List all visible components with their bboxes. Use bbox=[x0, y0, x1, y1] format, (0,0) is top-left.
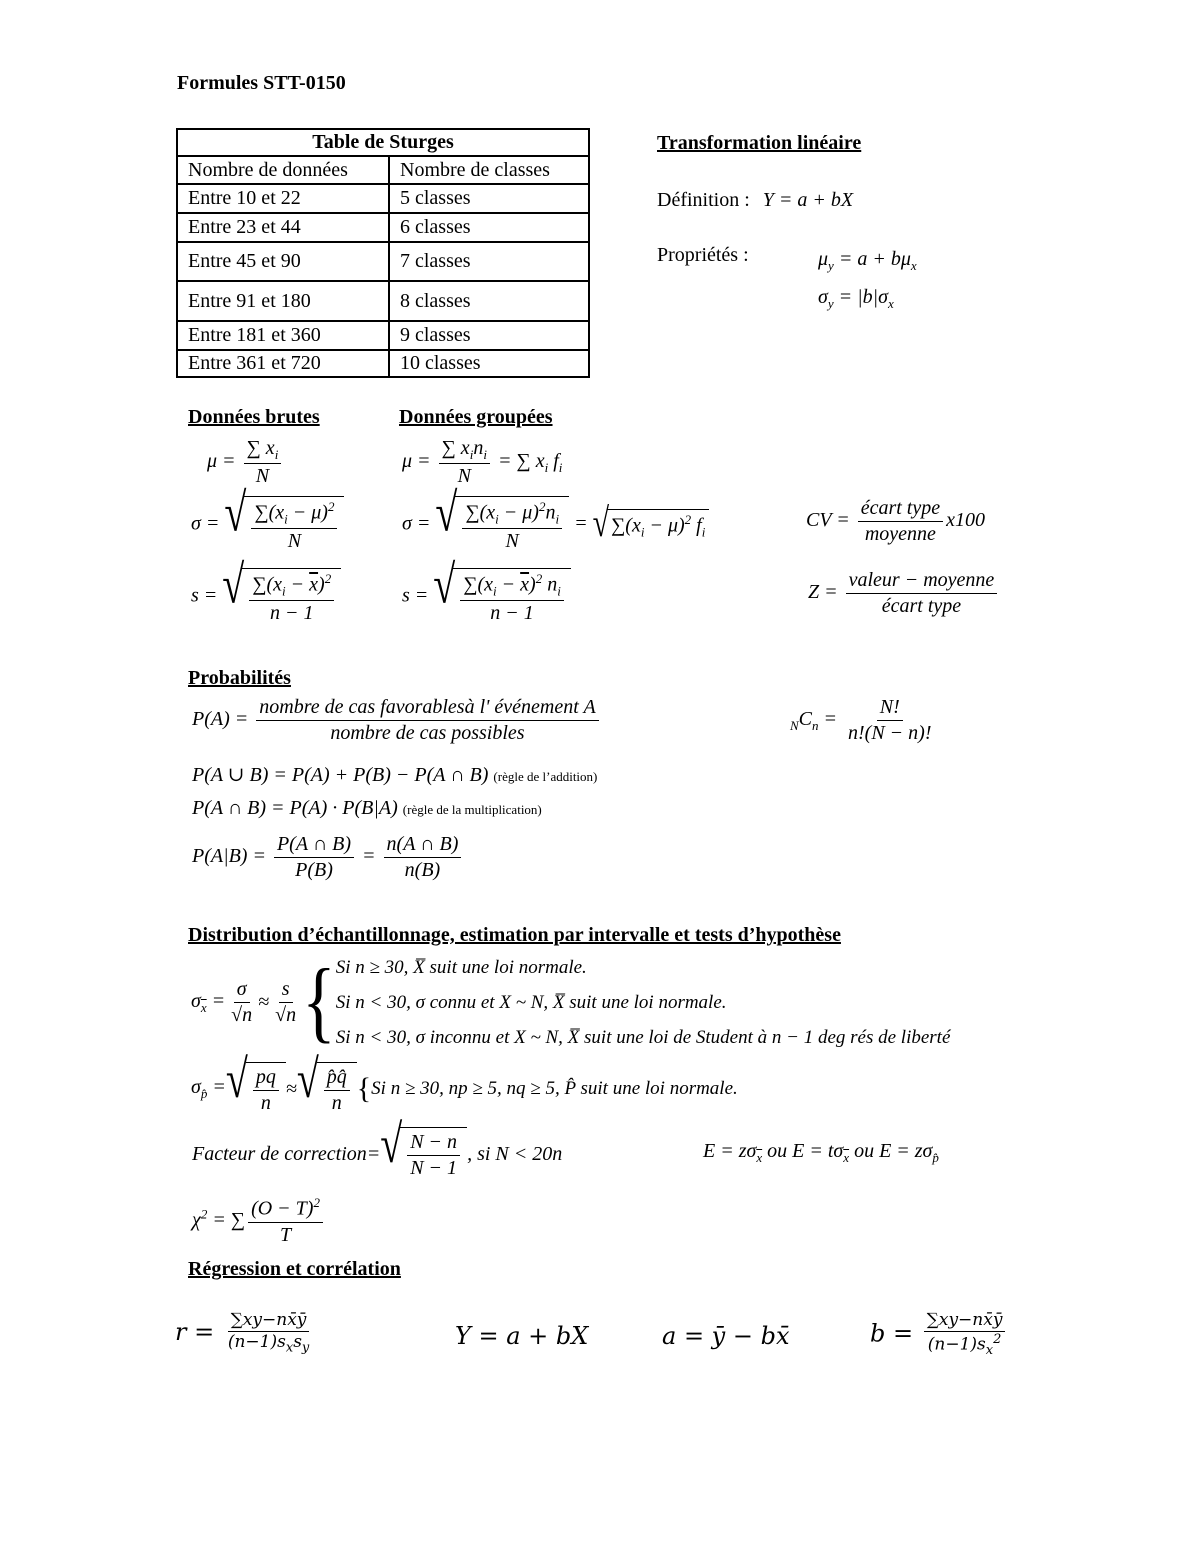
formula-sigma-phat: $\sigma_{p̂}$ = √ $\frac{pq}{n}$ ≈ √ $\frac{p̂q̂}{n}$ { Si n ≥ 30, np ≥ 5, nq ≥ 5, P̂ suit une loi normale. bbox=[191, 1048, 738, 1114]
z-numerator: valeur − moyenne bbox=[846, 568, 998, 594]
table-cell: Entre 91 et 180 bbox=[177, 281, 389, 321]
table-cell: 6 classes bbox=[389, 213, 589, 242]
formula-mean-grouped: μ = $\frac{\sum x_in_i}{N}$ = ∑ $x_i$ $f_i$ bbox=[402, 437, 563, 488]
formula-z: Z = $\frac{\text{valeur − moyenne}}{\text{écart type}}$ bbox=[808, 568, 1000, 619]
formula-combination: $_NC_n$ = $\frac{N!}{n!(N - n)!}$ bbox=[790, 696, 932, 744]
condition-1: Si n ≥ 30, X̅ suit une loi normale. bbox=[335, 957, 587, 978]
formula-sigma-raw: σ = √ $\frac{\sum(x_i - \mu)^2}{N}$ bbox=[191, 496, 344, 554]
condition-4: Si n ≥ 30, np ≥ 5, nq ≥ 5, P̂ suit une loi normale. bbox=[371, 1078, 738, 1099]
table-cell: Entre 181 et 360 bbox=[177, 321, 389, 350]
formula-sigma-xbar: $\sigma_{\overline{x}}$ = $\frac{\sigma}{√n}$ ≈ $\frac{s}{√n}$ { Si n ≥ 30, X̅ suit une loi normale. Si n < 30, σ connu et X ~ N, X̅ suit une loi normale. Si n < 30, σ inconnu et X ~ N, X̅ suit une loi de Student à n − 1 deg rés de liberté bbox=[191, 950, 950, 1055]
condition-2: Si n < 30, σ connu et X ~ N, X̅ suit une loi normale. bbox=[335, 992, 727, 1013]
formula-a: a = ȳ − bx̄ bbox=[662, 1322, 790, 1350]
formula-cv: CV = $\frac{\text{écart type}}{\text{moyenne}}$ x100 bbox=[806, 497, 985, 545]
formula-mean-raw: μ = $\frac{\sum x_i}{N}$ bbox=[207, 436, 284, 489]
table-cell: Entre 10 et 22 bbox=[177, 184, 389, 213]
pa-numerator: nombre de cas favorablesà l' événement A bbox=[256, 695, 598, 721]
sturges-header-classes: Nombre de classes bbox=[389, 156, 589, 184]
pa-denominator: nombre de cas possibles bbox=[330, 722, 525, 744]
heading-donnees-brutes: Données brutes bbox=[188, 406, 320, 428]
condition-3: Si n < 30, σ inconnu et X ~ N, X̅ suit une loi de Student à n − 1 deg rés de liberté bbox=[335, 1027, 951, 1048]
formula-conditional: P(A|B) = $\frac{P(A \cap B)}{P(B)}$ = $\frac{n(A \cap B)}{n(B)}$ bbox=[192, 832, 464, 883]
formula-s-raw: s = √ $\frac{\sum(x_i - \overline{x})^2}{n - 1}$ bbox=[191, 568, 341, 626]
heading-probabilites: Probabilités bbox=[188, 667, 291, 689]
table-cell: 8 classes bbox=[389, 281, 589, 321]
z-denominator: écart type bbox=[881, 595, 962, 617]
table-cell: 5 classes bbox=[389, 184, 589, 213]
formula-mu-y: $\mu_y = a + b\mu_x$ bbox=[818, 248, 917, 273]
table-cell: 7 classes bbox=[389, 242, 589, 281]
formula-sigma-grouped: σ = √ $\frac{\sum(x_i - \mu)^2n_i}{N}$ = √ $\sum(x_i - \mu)^2$ $f_i$ bbox=[402, 496, 709, 554]
formula-pa: P(A) = $\frac{\text{nombre de cas favorablesà l' événement A}}{\text{nombre de cas possibles}}$ bbox=[192, 695, 602, 746]
definition-line bbox=[657, 189, 853, 212]
facteur-label: Facteur de correction= bbox=[192, 1142, 381, 1165]
sturges-table bbox=[176, 128, 590, 378]
heading-regression: Régression et corrélation bbox=[188, 1258, 401, 1280]
table-cell: Entre 23 et 44 bbox=[177, 213, 389, 242]
formula-addition: P(A ∪ B) = P(A) + P(B) − P(A ∩ B) (règle de l’addition) bbox=[192, 764, 598, 786]
formula-multiplication: P(A ∩ B) = P(A) · P(B|A) (règle de la multiplication) bbox=[192, 797, 542, 819]
sturges-header-donnees: Nombre de données bbox=[177, 156, 389, 184]
heading-donnees-groupees: Données groupées bbox=[399, 406, 553, 428]
formula-margin-error: $E = z\sigma_{\overline{x}}$ ou $E = t\sigma_{\overline{x}}$ ou $E = z\sigma_{p̂}$ bbox=[703, 1140, 939, 1165]
cv-denominator: moyenne bbox=[864, 523, 936, 545]
formula-b: b = $\frac{\sum xy-nx̄ȳ}{(n-1)s_x^2}$ bbox=[870, 1310, 1008, 1360]
formula-s-grouped: s = √ $\frac{\sum(x_i - \overline{x})^2 n_i}{n - 1}$ bbox=[402, 568, 571, 626]
proprietes-label: Propriétés : bbox=[657, 244, 749, 266]
page-title: Formules STT-0150 bbox=[177, 72, 346, 94]
heading-transformation: Transformation linéaire bbox=[657, 132, 862, 154]
cv-numerator: écart type bbox=[858, 496, 943, 522]
formula-chi2: $\chi^2$ = ∑ $\frac{(O - T)^2}{T}$ bbox=[192, 1195, 326, 1248]
formula-r: r = $\frac{\sum xy-nx̄ȳ}{(n-1)s_xs_y}$ bbox=[175, 1310, 310, 1356]
table-cell: 9 classes bbox=[389, 321, 589, 350]
formula-regression-line: Y = a + bX bbox=[455, 1322, 589, 1350]
formula-linear: Y = a + bX bbox=[762, 189, 854, 211]
table-cell: Entre 45 et 90 bbox=[177, 242, 389, 281]
addition-note: (règle de l’addition) bbox=[493, 769, 598, 784]
table-cell: 10 classes bbox=[389, 350, 589, 377]
definition-label: Définition : bbox=[657, 189, 750, 211]
formula-correction: Facteur de correction= √ $\frac{N - n}{N - 1}$ , si N < 20n bbox=[192, 1113, 563, 1179]
sturges-title: Table de Sturges bbox=[177, 129, 589, 156]
table-cell: Entre 361 et 720 bbox=[177, 350, 389, 377]
heading-distribution: Distribution d’échantillonnage, estimation par intervalle et tests d’hypothèse bbox=[188, 924, 841, 946]
multiplication-note: (règle de la multiplication) bbox=[402, 802, 542, 817]
formula-sigma-y: $\sigma_y = |b|\sigma_x$ bbox=[818, 286, 894, 311]
